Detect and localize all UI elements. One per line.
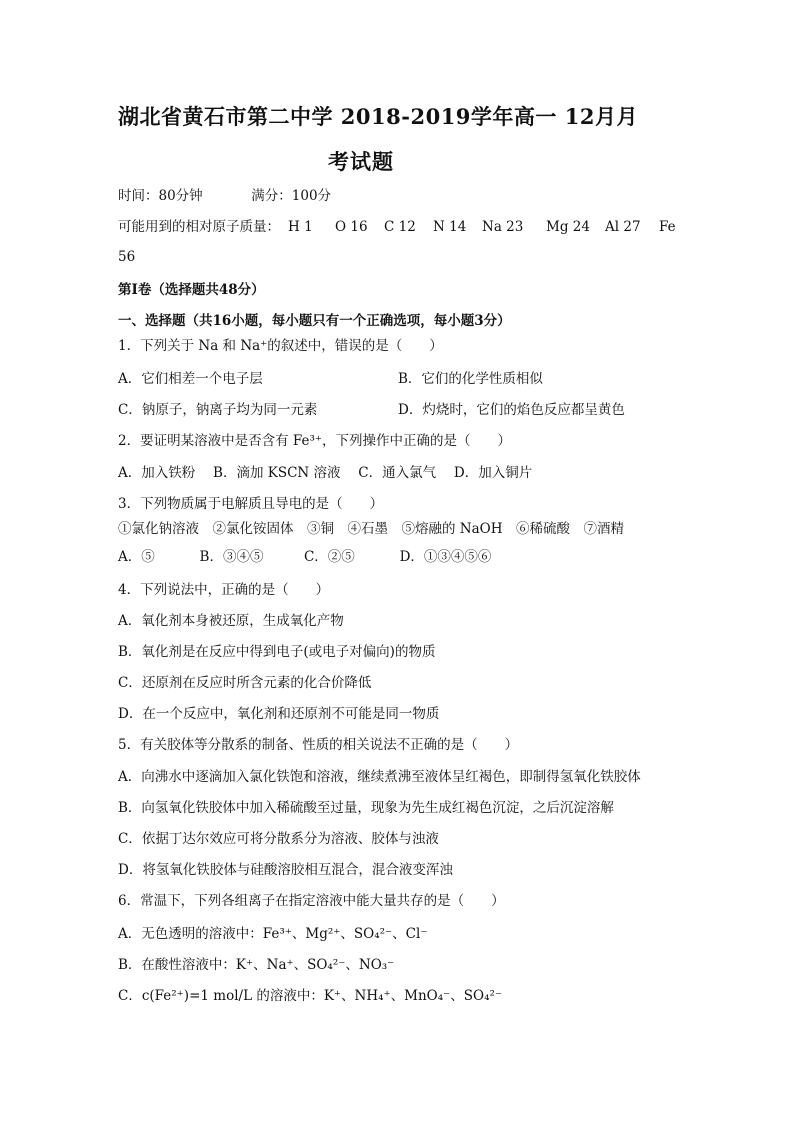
q6-option-a: A．无色透明的溶液中：Fe³⁺、Mg²⁺、SO₄²⁻、Cl⁻ bbox=[118, 926, 428, 942]
q4-stem: 4．下列说法中，正确的是（ ） bbox=[118, 582, 330, 598]
full-score: 满分：100分 bbox=[251, 188, 332, 204]
q4-option-a: A．氧化剂本身被还原，生成氧化产物 bbox=[118, 613, 344, 629]
exam-title: 湖北省黄石市第二中学 2018-2019学年高一 12月月 bbox=[118, 104, 638, 129]
atomic-masses-line bbox=[118, 218, 678, 236]
mass-fe-value: 56 bbox=[118, 249, 136, 265]
q3-items: ①氯化钠溶液 ②氯化铵固体 ③铜 ④石墨 ⑤熔融的 NaOH ⑥稀硫酸 ⑦酒精 bbox=[118, 521, 624, 537]
mass-c: C 12 bbox=[384, 219, 416, 235]
q5-option-a: A．向沸水中逐滴加入氯化铁饱和溶液，继续煮沸至液体呈红褐色，即制得氢氧化铁胶体 bbox=[118, 769, 641, 785]
exam-subtitle: 考试题 bbox=[328, 149, 394, 174]
q6-option-b: B．在酸性溶液中：K⁺、Na⁺、SO₄²⁻、NO₃⁻ bbox=[118, 957, 395, 973]
mass-n: N 14 bbox=[433, 219, 467, 235]
q5-option-d: D．将氢氧化铁胶体与硅酸溶胶相互混合，混合液变浑浊 bbox=[118, 862, 453, 878]
q1-option-c: C．钠原子，钠离子均为同一元素 bbox=[118, 402, 318, 418]
q2-stem: 2．要证明某溶液中是否含有 Fe³⁺，下列操作中正确的是（ ） bbox=[118, 433, 512, 449]
q1-stem: 1．下列关于 Na 和 Na⁺的叙述中，错误的是（ ） bbox=[118, 338, 443, 354]
mass-mg: Mg 24 bbox=[546, 219, 590, 235]
mass-h: H 1 bbox=[288, 219, 313, 235]
q1-option-b: B．它们的化学性质相似 bbox=[398, 371, 543, 387]
q5-option-b: B．向氢氧化铁胶体中加入稀硫酸至过量，现象为先生成红褐色沉淀，之后沉淀溶解 bbox=[118, 800, 614, 816]
q4-option-c: C．还原剂在反应时所含元素的化合价降低 bbox=[118, 675, 372, 691]
q1-option-d: D．灼烧时，它们的焰色反应都呈黄色 bbox=[398, 402, 625, 418]
q3-stem: 3．下列物质属于电解质且导电的是（ ） bbox=[118, 496, 384, 512]
q6-option-c: C．c(Fe²⁺)=1 mol/L 的溶液中：K⁺、NH₄⁺、MnO₄⁻、SO₄²⁻ bbox=[118, 988, 503, 1004]
q4-option-b: B．氧化剂是在反应中得到电子(或电子对偏向)的物质 bbox=[118, 644, 436, 660]
time-limit: 时间：80分钟 bbox=[118, 188, 203, 204]
mass-o: O 16 bbox=[335, 219, 368, 235]
mass-na: Na 23 bbox=[482, 219, 524, 235]
mass-fe: Fe bbox=[659, 219, 676, 235]
atomic-masses-label: 可能用到的相对原子质量： bbox=[118, 219, 280, 235]
q5-option-c: C．依据丁达尔效应可将分散系分为溶液、胶体与浊液 bbox=[118, 831, 439, 847]
q6-stem: 6．常温下，下列各组离子在指定溶液中能大量共存的是（ ） bbox=[118, 893, 505, 909]
volume-heading: 第Ⅰ卷（选择题共48分） bbox=[118, 282, 265, 298]
q4-option-d: D．在一个反应中，氧化剂和还原剂不可能是同一物质 bbox=[118, 706, 440, 722]
exam-info-line bbox=[118, 187, 331, 205]
q1-option-a: A．它们相差一个电子层 bbox=[118, 371, 263, 387]
q3-options: A．⑤ B．③④⑤ C．②⑤ D．①③④⑤⑥ bbox=[118, 549, 492, 565]
q2-options: A．加入铁粉 B．滴加 KSCN 溶液 C．通入氯气 D．加入铜片 bbox=[118, 465, 533, 481]
q5-stem: 5．有关胶体等分散系的制备、性质的相关说法不正确的是（ ） bbox=[118, 737, 519, 753]
mass-al: Al 27 bbox=[605, 219, 641, 235]
section-heading: 一、选择题（共16小题，每小题只有一个正确选项，每小题3分） bbox=[118, 313, 511, 329]
